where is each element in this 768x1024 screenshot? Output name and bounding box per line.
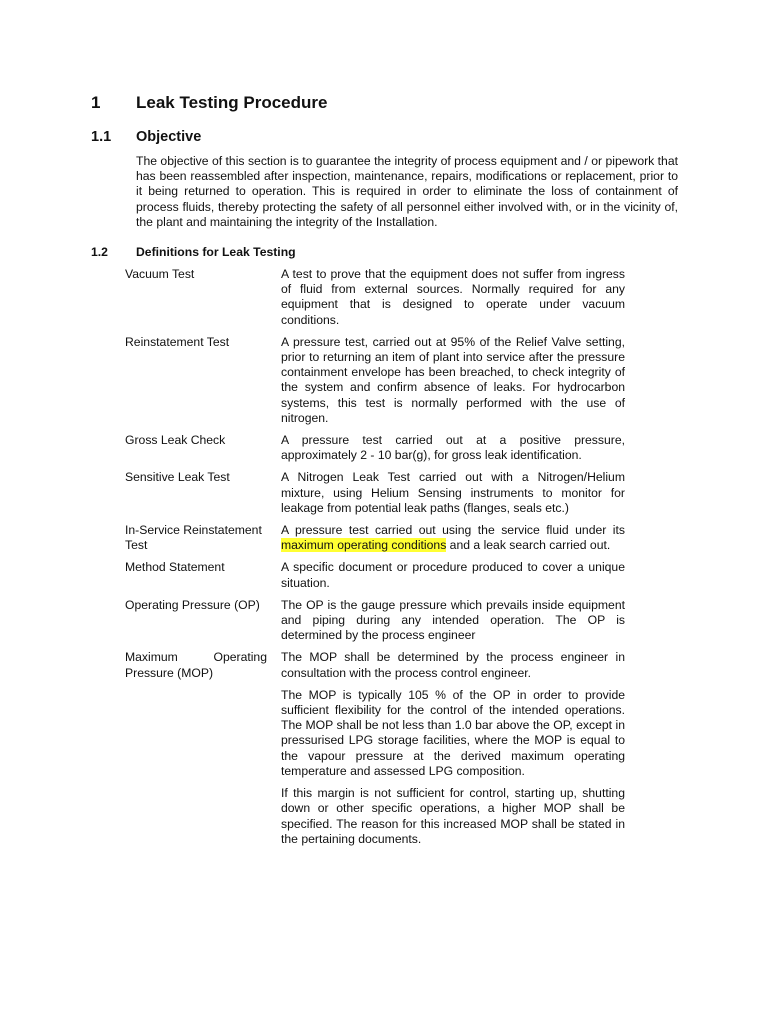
description-text: and a leak search carried out. [446, 538, 611, 553]
description-text: A pressure test carried out using the service fluid under its [281, 523, 625, 538]
definition-term: Reinstatement Test [125, 334, 230, 349]
definition-row [125, 433, 625, 463]
definition-term [125, 650, 281, 846]
description-paragraph: The MOP shall be determined by the process engineer in consultation with the process control engineer. [281, 650, 625, 680]
section-title: Leak Testing Procedure [136, 93, 328, 112]
objective-number: 1.1 [91, 129, 112, 145]
definition-description: A pressure test, carried out at 95% of the Relief Valve setting, prior to returning an item of plant into service after the pressure containment envelope has been breached, to check integrity of the system and confirm absence of leaks. For hydrocarbon systems, this test is normally performed with the use of nitrogen. [281, 334, 625, 425]
definition-row [125, 523, 625, 553]
definition-description [281, 650, 625, 846]
term-line: Pressure (MOP) [125, 665, 214, 680]
definition-row [125, 650, 625, 846]
definitions-heading [91, 245, 296, 259]
definition-description: A Nitrogen Leak Test carried out with a Nitrogen/Helium mixture, using Helium Sensing instruments to monitor for leakage from potential leak paths (flanges, seals etc.) [281, 470, 625, 515]
objective-paragraph: The objective of this section is to guarantee the integrity of process equipment and / or pipework that has been reassembled after inspection, maintenance, repairs, modifications or replacement, prior to it being returned to operation. This is required in order to eliminate the loss of containment of process fluids, thereby protecting the safety of all personnel either involved with, or in the vicinity of, the plant and maintaining the integrity of the Installation. [136, 154, 678, 229]
definition-row [125, 470, 625, 516]
highlighted-text: maximum operating conditions [281, 538, 447, 553]
definition-row [125, 267, 625, 328]
definition-row [125, 560, 625, 590]
definitions-number: 1.2 [91, 245, 108, 259]
term-word: Maximum [125, 650, 178, 665]
section-heading [91, 93, 327, 113]
definition-term: Operating Pressure (OP) [125, 597, 260, 612]
definition-term: Vacuum Test [125, 267, 195, 281]
definition-row [125, 598, 625, 644]
objective-title: Objective [136, 129, 202, 145]
term-line [125, 650, 267, 665]
definition-description: A pressure test carried out at a positive pressure, approximately 2 - 10 bar(g), for gross leak identification. [281, 433, 625, 463]
definition-description: A test to prove that the equipment does not suffer from ingress of fluid from external sources. Normally required for any equipment that is designed to operate under vacuum conditions. [281, 267, 625, 327]
description-paragraph: The MOP is typically 105 % of the OP in order to provide sufficient flexibility for the control of the intended operations. The MOP shall be not less than 1.0 bar above the OP, except in pressurised LPG storage facilities, where the MOP is equal to the vapour pressure at the derived maximum operating temperature and assessed LPG composition. [281, 687, 625, 778]
definition-description [281, 523, 625, 553]
definition-description: The OP is the gauge pressure which prevails inside equipment and piping during any intended operation. The OP is determined by the process engineer [281, 597, 625, 643]
term-word: Operating [213, 650, 267, 665]
description-paragraph: If this margin is not sufficient for control, starting up, shutting down or other specific operations, a higher MOP shall be specified. The reason for this increased MOP shall be stated in the pertaining documents. [281, 786, 625, 846]
definitions-title: Definitions for Leak Testing [136, 245, 296, 259]
definitions-list [125, 267, 625, 854]
definition-term: Method Statement [125, 560, 225, 575]
definition-term: Sensitive Leak Test [125, 470, 230, 485]
definition-description: A specific document or procedure produced to cover a unique situation. [281, 560, 625, 590]
definition-row [125, 335, 625, 426]
objective-heading [91, 129, 201, 145]
definition-term: Gross Leak Check [125, 433, 226, 448]
section-number: 1 [91, 93, 101, 112]
definition-term: In-Service Reinstatement Test [125, 523, 262, 553]
